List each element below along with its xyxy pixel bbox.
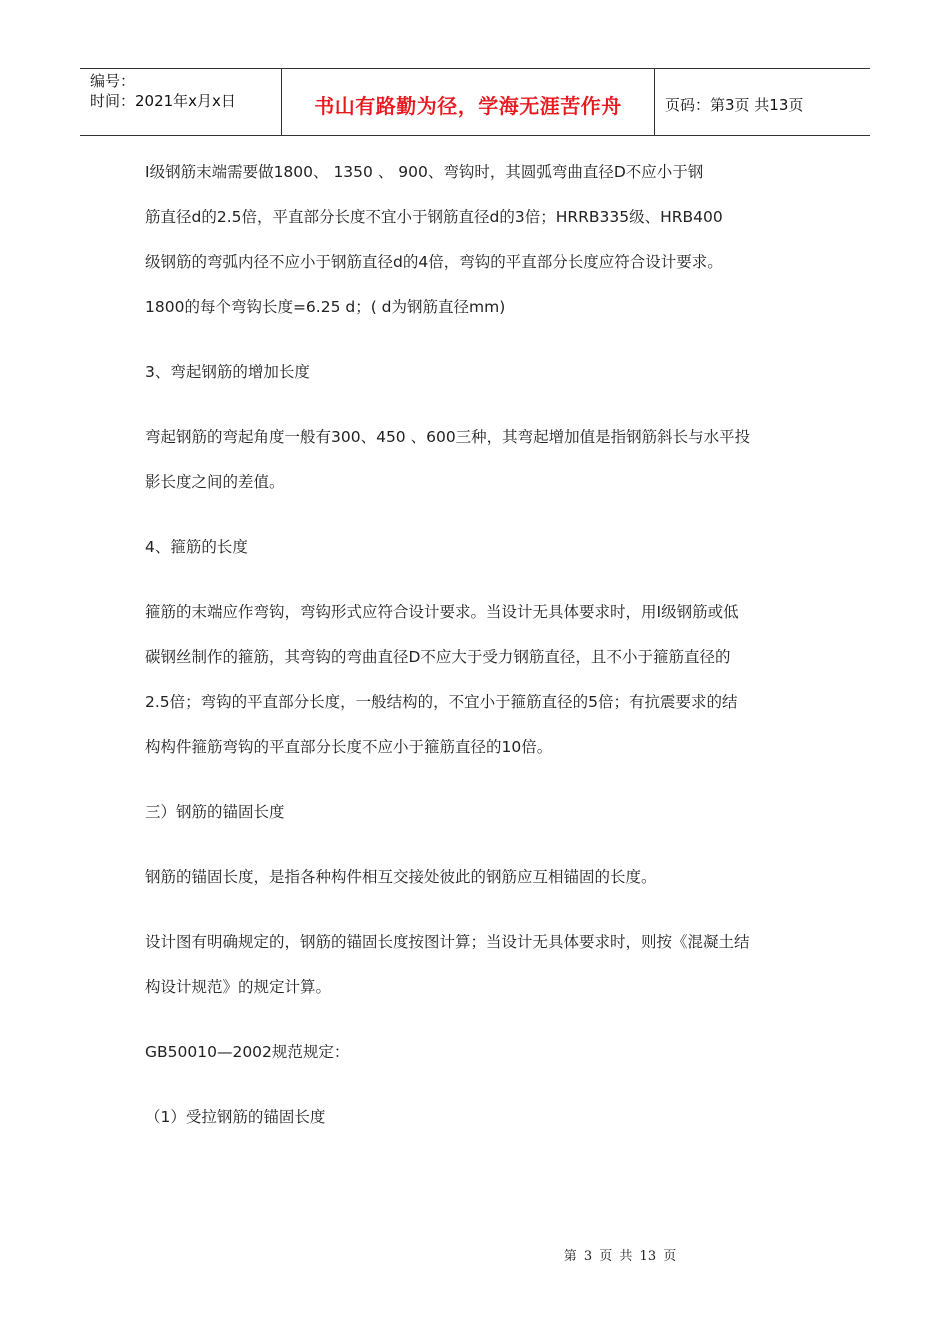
section-heading: 4、箍筋的长度 (145, 538, 248, 556)
body-line: 构构件箍筋弯钩的平直部分长度不应小于箍筋直径的10倍。 (145, 738, 553, 756)
body-line: 级钢筋的弯弧内径不应小于钢筋直径d的4倍，弯钩的平直部分长度应符合设计要求。 (145, 253, 723, 271)
header-meta (80, 69, 282, 135)
motto-text: 书山有路勤为径，学海无涯苦作舟 (314, 93, 622, 118)
body-line: 影长度之间的差值。 (145, 473, 285, 491)
body-line: 弯起钢筋的弯起角度一般有300、450 、600三种，其弯起增加值是指钢筋斜长与水平投 (145, 428, 751, 446)
header-page-info (655, 69, 870, 135)
header-motto-cell (282, 69, 655, 135)
date-line: 时间：2021年x月x日 (90, 92, 236, 110)
number-label: 编号： (90, 72, 136, 90)
document-body (145, 150, 817, 1140)
footer-page-number: 第 3 页 共 13 页 (563, 1249, 677, 1264)
body-line: 碳钢丝制作的箍筋，其弯钩的弯曲直径D不应大于受力钢筋直径，且不小于箍筋直径的 (145, 648, 731, 666)
section-heading: 3、弯起钢筋的增加长度 (145, 363, 310, 381)
body-line: 钢筋的锚固长度，是指各种构件相互交接处彼此的钢筋应互相锚固的长度。 (145, 868, 657, 886)
body-line: GB50010—2002规范规定： (145, 1043, 350, 1061)
body-line: Ⅰ级钢筋末端需要做1800、 1350 、 900、弯钩时，其圆弧弯曲直径D不应小于钢 (145, 163, 704, 181)
page-footer (0, 1245, 950, 1264)
body-line: 筋直径d的2.5倍，平直部分长度不宜小于钢筋直径d的3倍；HRRB335级、HRB400 (145, 208, 723, 226)
body-line: 1800的每个弯钩长度=6.25 d；( d为钢筋直径mm) (145, 298, 506, 316)
section-heading: （1）受拉钢筋的锚固长度 (145, 1108, 326, 1126)
body-line: 构设计规范》的规定计算。 (145, 978, 332, 996)
body-line: 箍筋的末端应作弯钩，弯钩形式应符合设计要求。当设计无具体要求时，用Ⅰ级钢筋或低 (145, 603, 739, 621)
body-line: 2.5倍；弯钩的平直部分长度，一般结构的，不宜小于箍筋直径的5倍；有抗震要求的结 (145, 693, 738, 711)
section-heading: 三）钢筋的锚固长度 (145, 803, 285, 821)
body-line: 设计图有明确规定的，钢筋的锚固长度按图计算；当设计无具体要求时，则按《混凝土结 (145, 933, 750, 951)
page-info-text: 页码：第3页 共13页 (665, 95, 804, 114)
page-header (80, 68, 870, 136)
